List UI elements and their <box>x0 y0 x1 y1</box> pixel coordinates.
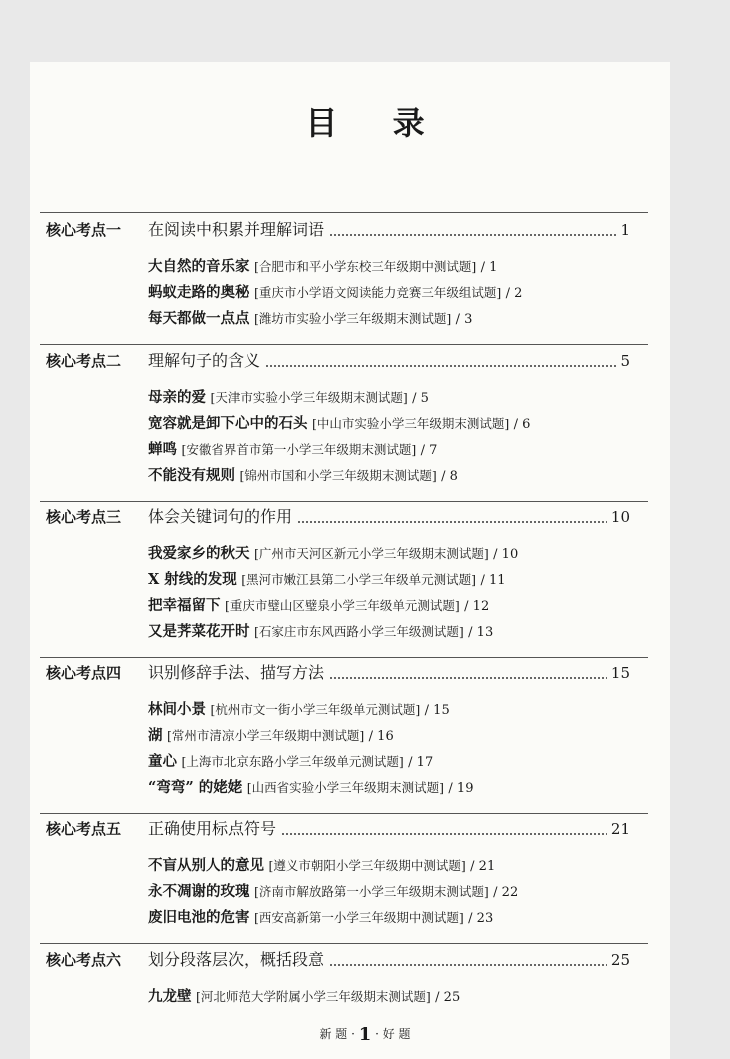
entry-source: [锦州市国和小学三年级期末测试题] <box>239 468 437 483</box>
footer-left: 新 题 · <box>319 1027 355 1041</box>
toc-entry[interactable] <box>148 465 458 487</box>
section-heading[interactable] <box>0 818 730 840</box>
entry-page-number: / 3 <box>455 312 473 327</box>
entry-title: 蝉鸣 <box>148 441 177 458</box>
section-label: 核心考点一 <box>46 221 122 239</box>
toc-entry[interactable] <box>148 282 522 304</box>
section-divider <box>40 657 648 658</box>
entry-title: 大自然的音乐家 <box>148 258 250 275</box>
footer-right: · 好 题 <box>375 1027 411 1041</box>
section-page-number: 10 <box>607 506 630 528</box>
section-label: 核心考点四 <box>46 664 122 682</box>
footer-page-number: 1 <box>358 1024 372 1045</box>
entry-source: [杭州市文一街小学三年级单元测试题] <box>210 702 421 717</box>
section-title: 理解句子的含义 <box>148 350 264 372</box>
section-title: 在阅读中积累并理解词语 <box>148 219 328 241</box>
entry-source: [安徽省界首市第一小学三年级期末测试题] <box>181 442 417 457</box>
entry-page-number: / 5 <box>412 391 429 406</box>
section-heading[interactable] <box>0 350 730 372</box>
entry-title: 宽容就是卸下心中的石头 <box>148 415 308 432</box>
section-title: 正确使用标点符号 <box>148 818 280 840</box>
entry-source: [潍坊市实验小学三年级期末测试题] <box>253 311 452 326</box>
entry-title: 废旧电池的危害 <box>148 909 250 926</box>
entry-source: [黑河市嫩江县第二小学三年级单元测试题] <box>241 572 477 587</box>
entry-title: 不盲从别人的意见 <box>148 857 264 874</box>
entry-source: [广州市天河区新元小学三年级期末测试题] <box>253 546 489 561</box>
entry-source: [遵义市朝阳小学三年级期中测试题] <box>268 858 466 873</box>
entry-source: [天津市实验小学三年级期末测试题] <box>210 390 408 405</box>
section-label: 核心考点二 <box>46 352 122 370</box>
entry-page-number: / 6 <box>513 417 531 432</box>
entry-source: [河北师范大学附属小学三年级期末测试题] <box>195 989 431 1004</box>
section-heading[interactable] <box>0 219 730 241</box>
entry-source: [重庆市璧山区璧泉小学三年级单元测试题] <box>224 598 460 613</box>
entry-page-number: / 15 <box>424 703 450 718</box>
entry-title: 母亲的爱 <box>148 389 206 406</box>
entry-page-number: / 2 <box>505 286 523 301</box>
entry-title: X 射线的发现 <box>148 571 237 588</box>
section-divider <box>40 943 648 944</box>
section-divider <box>40 813 648 814</box>
section-label: 核心考点六 <box>46 951 122 969</box>
toc-entry[interactable] <box>148 699 450 721</box>
toc-entry[interactable] <box>148 595 489 617</box>
entry-page-number: / 25 <box>435 990 461 1005</box>
toc-entry[interactable] <box>148 986 460 1008</box>
entry-source: [石家庄市东风西路小学三年级测试题] <box>253 624 464 639</box>
toc-entry[interactable] <box>148 256 497 278</box>
section-page-number: 5 <box>616 350 630 372</box>
entry-page-number: / 17 <box>408 755 434 770</box>
entry-page-number: / 12 <box>464 599 490 614</box>
entry-source: [上海市北京东路小学三年级单元测试题] <box>181 754 404 769</box>
entry-source: [中山市实验小学三年级期末测试题] <box>311 416 510 431</box>
entry-title: 童心 <box>148 753 177 770</box>
entry-title: 永不凋谢的玫瑰 <box>148 883 250 900</box>
section-title: 划分段落层次，概括段意 <box>148 949 328 971</box>
entry-source: [常州市清凉小学三年级期中测试题] <box>166 728 365 743</box>
entry-page-number: / 22 <box>493 885 519 900</box>
entry-title: 把幸福留下 <box>148 597 221 614</box>
toc-entry[interactable] <box>148 907 493 929</box>
section-label: 核心考点三 <box>46 508 122 526</box>
entry-page-number: / 13 <box>468 625 494 640</box>
section-label: 核心考点五 <box>46 820 122 838</box>
toc-entry[interactable] <box>148 569 506 591</box>
entry-title: 不能没有规则 <box>148 467 235 484</box>
page-title: 目 录 <box>305 104 447 142</box>
toc-entry[interactable] <box>148 413 530 435</box>
toc-entry[interactable] <box>148 308 472 330</box>
toc-entry[interactable] <box>148 387 429 409</box>
section-title: 体会关键词句的作用 <box>148 506 296 528</box>
entry-title: 又是荠菜花开时 <box>148 623 250 640</box>
entry-page-number: / 10 <box>493 547 519 562</box>
toc-entry[interactable] <box>148 621 493 643</box>
section-divider <box>40 501 648 502</box>
entry-page-number: / 16 <box>368 729 394 744</box>
section-title: 识别修辞手法、描写方法 <box>148 662 328 684</box>
entry-title: 湖 <box>148 727 163 744</box>
toc-entry[interactable] <box>148 751 433 773</box>
entry-title: 林间小景 <box>148 701 206 718</box>
toc-entry[interactable] <box>148 725 394 747</box>
entry-title: 我爱家乡的秋天 <box>148 545 250 562</box>
entry-title: 九龙壁 <box>148 988 192 1005</box>
toc-entry[interactable] <box>148 543 518 565</box>
toc-entry[interactable] <box>148 881 518 903</box>
entry-page-number: / 8 <box>441 469 458 484</box>
header-divider <box>40 212 648 213</box>
section-page-number: 25 <box>607 949 630 971</box>
section-page-number: 1 <box>616 219 630 241</box>
toc-entry[interactable] <box>148 855 495 877</box>
toc-entry[interactable] <box>148 439 437 461</box>
entry-title: 每天都做一点点 <box>148 310 250 327</box>
entry-source: [济南市解放路第一小学三年级期末测试题] <box>253 884 489 899</box>
entry-source: [山西省实验小学三年级期末测试题] <box>246 780 444 795</box>
page-footer <box>0 1024 730 1045</box>
entry-page-number: / 19 <box>448 781 474 796</box>
entry-source: [合肥市和平小学东校三年级期中测试题] <box>253 259 477 274</box>
entry-title: 蚂蚁走路的奥秘 <box>148 284 250 301</box>
section-heading[interactable] <box>0 662 730 684</box>
entry-page-number: / 11 <box>480 573 506 588</box>
section-page-number: 21 <box>607 818 630 840</box>
section-page-number: 15 <box>607 662 630 684</box>
entry-source: [重庆市小学语文阅读能力竞赛三年级组试题] <box>253 285 502 300</box>
entry-title: “弯弯” 的姥姥 <box>148 779 243 796</box>
entry-page-number: / 7 <box>420 443 438 458</box>
entry-source: [西安高新第一小学三年级期中测试题] <box>253 910 464 925</box>
section-divider <box>40 344 648 345</box>
section-heading[interactable] <box>0 949 730 971</box>
toc-entry[interactable] <box>148 777 473 799</box>
entry-page-number: / 1 <box>480 260 498 275</box>
entry-page-number: / 23 <box>468 911 494 926</box>
entry-page-number: / 21 <box>470 859 496 874</box>
section-heading[interactable] <box>0 506 730 528</box>
